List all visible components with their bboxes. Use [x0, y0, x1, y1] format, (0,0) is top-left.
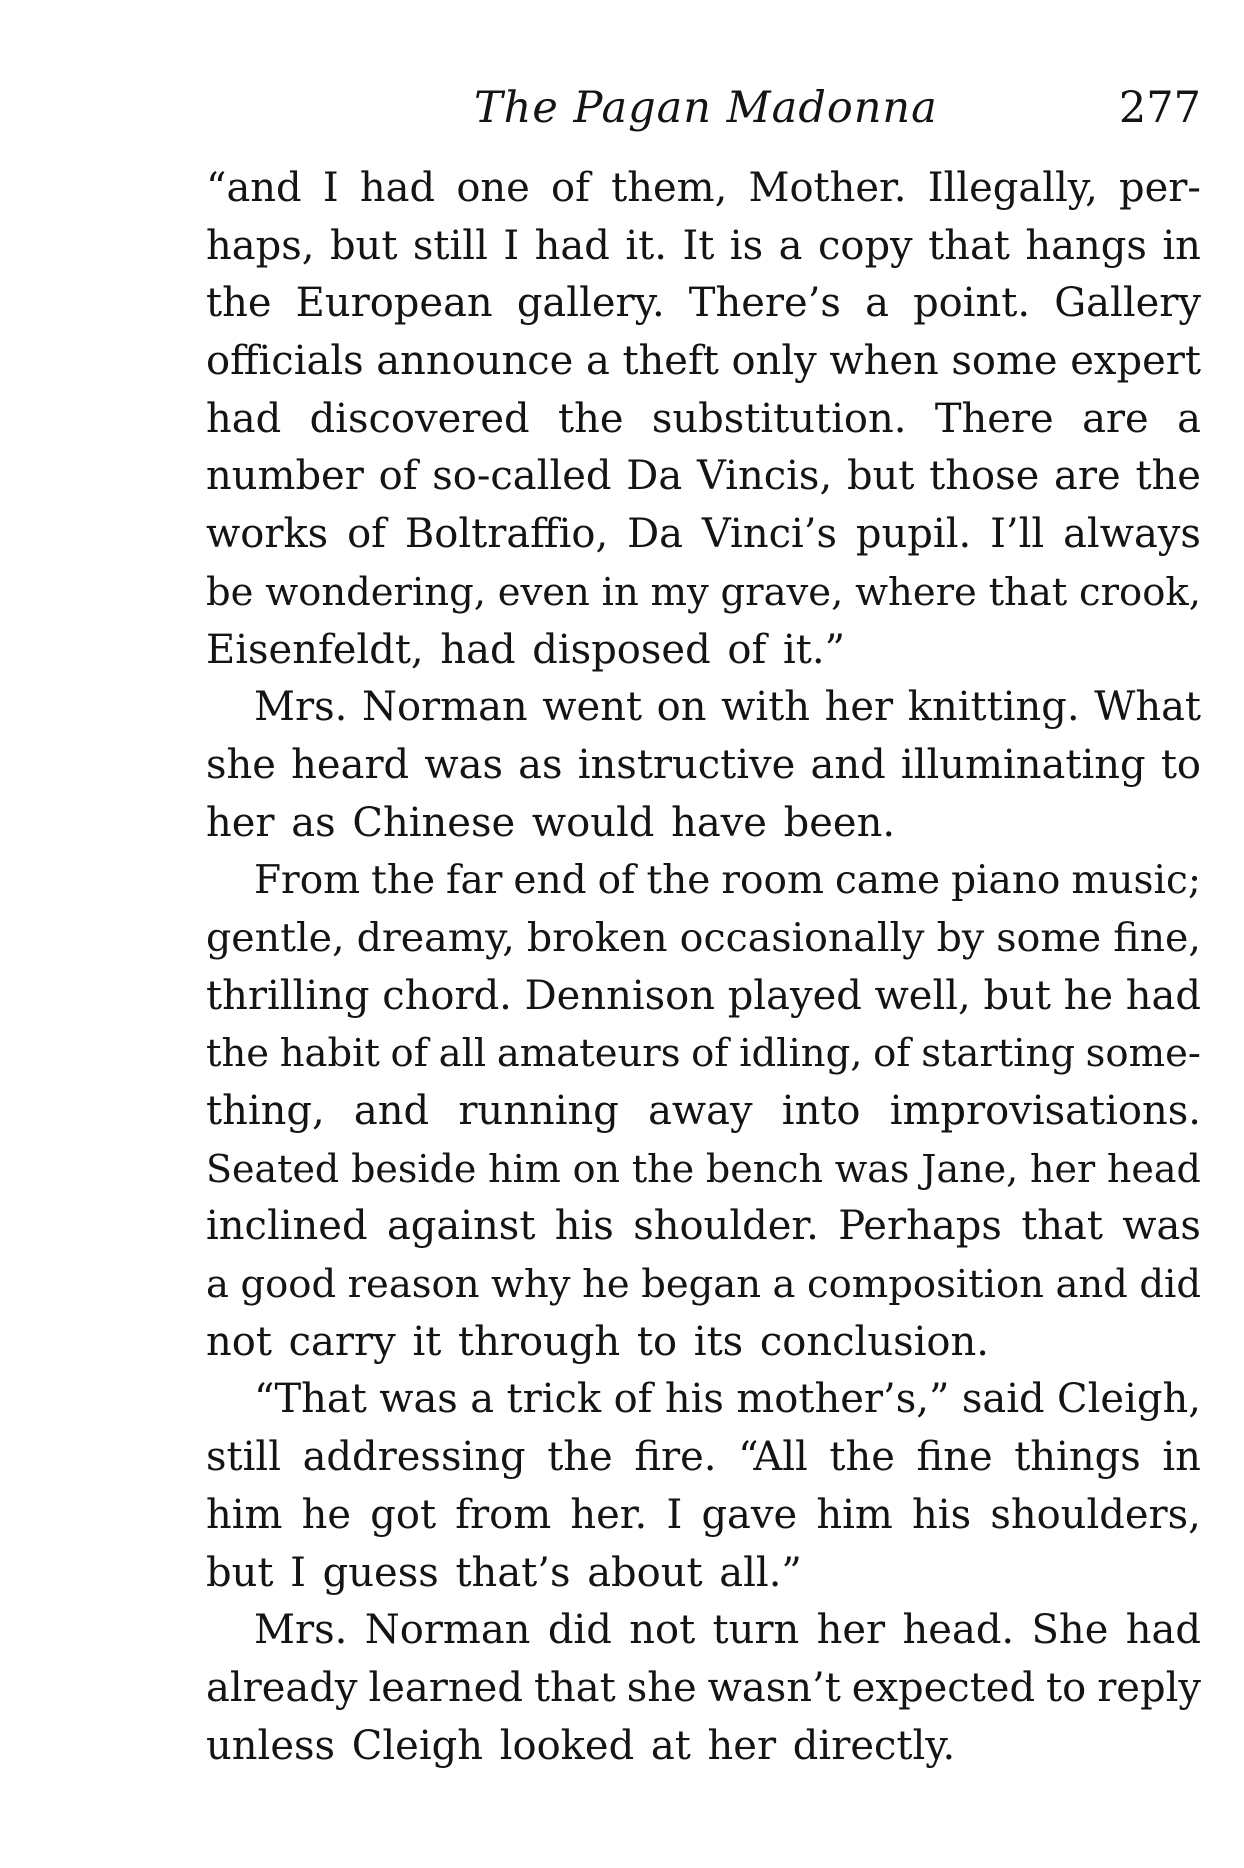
text-line: her as Chinese would have been.	[206, 799, 896, 846]
text-line: Eisenfeldt, had disposed of it.”	[206, 626, 846, 673]
text-line: the habit of all amateurs of idling, of starting some-	[206, 1031, 1201, 1077]
text-line: works of Boltraffio, Da Vinci’s pupil. I’ll always	[206, 511, 1201, 558]
text-line: still addressing the fire. “All the fine things in	[206, 1434, 1201, 1481]
text-line: Seated beside him on the bench was Jane, her head	[206, 1146, 1201, 1191]
text-line: thrilling chord. Dennison played well, but he had	[206, 972, 1201, 1019]
text-line: had discovered the substitution. There are a	[206, 395, 1201, 442]
text-line: Mrs. Norman went on with her knitting. What	[254, 684, 1201, 731]
paragraph	[206, 679, 1201, 852]
text-line: gentle, dreamy, broken occasionally by some fine,	[206, 914, 1201, 961]
text-line: unless Cleigh looked at her directly.	[206, 1722, 956, 1769]
text-line: the European gallery. There’s a point. Gallery	[206, 280, 1201, 327]
text-line: a good reason why he began a composition and did	[206, 1262, 1201, 1308]
body-text	[206, 160, 1201, 1775]
text-line: already learned that she wasn’t expected to reply	[206, 1664, 1201, 1711]
paragraph	[206, 1602, 1201, 1775]
paragraph	[206, 1371, 1201, 1602]
text-line: haps, but still I had it. It is a copy that hangs in	[206, 222, 1201, 269]
running-head	[206, 78, 1201, 138]
text-line: number of so-called Da Vincis, but those are the	[206, 453, 1201, 500]
text-line: not carry it through to its conclusion.	[206, 1318, 989, 1365]
text-line: be wondering, even in my grave, where that crook,	[206, 569, 1201, 615]
paragraph	[206, 852, 1201, 1371]
text-line: him he got from her. I gave him his shoulders,	[206, 1491, 1201, 1538]
text-line: officials announce a theft only when some expert	[206, 338, 1201, 385]
text-line: she heard was as instructive and illuminating to	[206, 741, 1201, 788]
paragraph	[206, 160, 1201, 679]
running-title: The Pagan Madonna	[474, 83, 938, 133]
text-line: inclined against his shoulder. Perhaps that was	[206, 1203, 1201, 1250]
text-line: From the far end of the room came piano music;	[254, 858, 1201, 904]
text-line: but I guess that’s about all.”	[206, 1549, 802, 1596]
page-number: 277	[1118, 83, 1201, 133]
text-line: thing, and running away into improvisations.	[206, 1088, 1201, 1134]
text-line: Mrs. Norman did not turn her head. She had	[254, 1607, 1201, 1654]
text-line: “That was a trick of his mother’s,” said Cleigh,	[254, 1376, 1201, 1423]
text-line: “and I had one of them, Mother. Illegally, per-	[206, 165, 1201, 211]
